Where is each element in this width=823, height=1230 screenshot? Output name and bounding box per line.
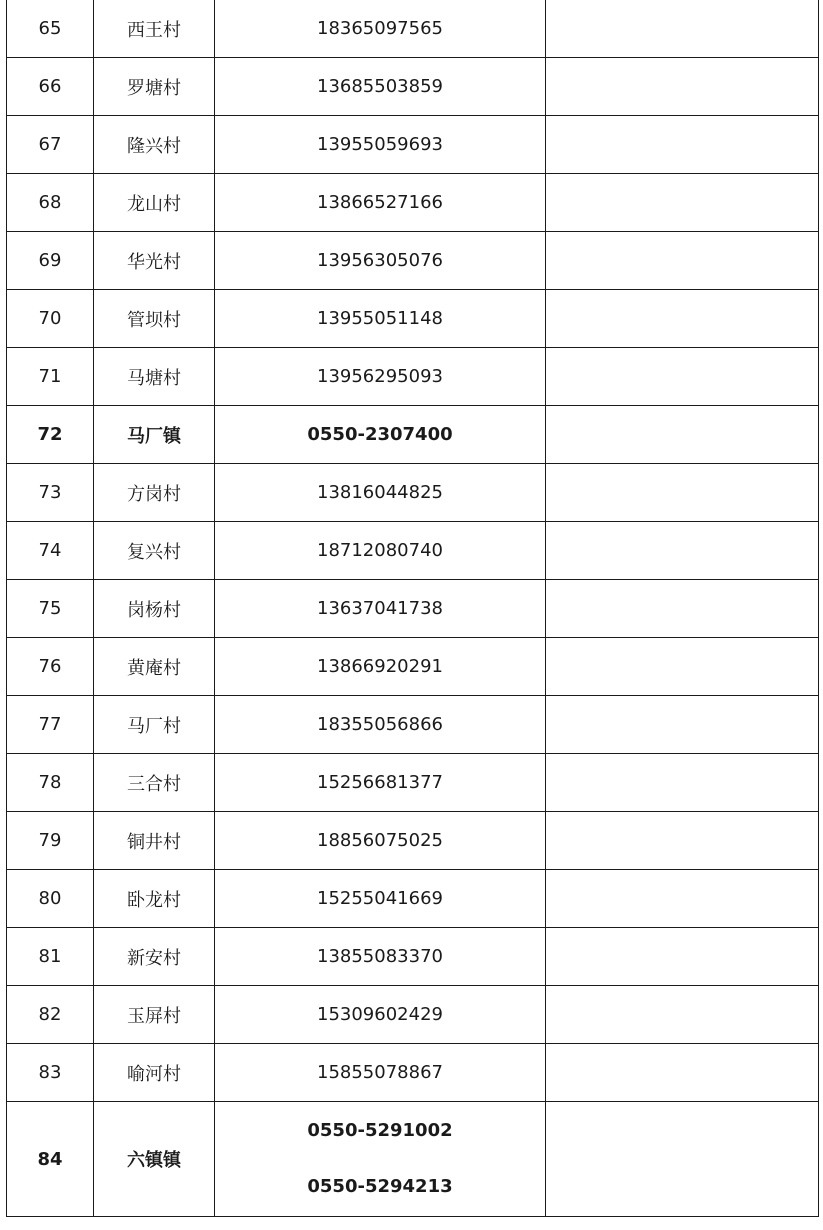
town-name: 六镇镇 [94, 1102, 215, 1217]
village-name: 黄庵村 [94, 638, 215, 696]
row-number: 77 [7, 696, 94, 754]
village-name: 复兴村 [94, 522, 215, 580]
notes-cell [546, 174, 819, 232]
phone-number: 0550-5291002 [307, 1120, 453, 1141]
phone-number: 15855078867 [215, 1044, 546, 1102]
village-name: 西王村 [94, 0, 215, 58]
notes-cell [546, 638, 819, 696]
village-name: 喻河村 [94, 1044, 215, 1102]
village-name: 卧龙村 [94, 870, 215, 928]
row-number: 65 [7, 0, 94, 58]
row-number: 75 [7, 580, 94, 638]
phone-number: 0550-2307400 [215, 406, 546, 464]
table-row [7, 986, 819, 1044]
notes-cell [546, 116, 819, 174]
row-number: 82 [7, 986, 94, 1044]
phone-number: 13855083370 [215, 928, 546, 986]
phone-number: 15256681377 [215, 754, 546, 812]
phone-number: 13866527166 [215, 174, 546, 232]
row-number: 78 [7, 754, 94, 812]
phone-number: 15309602429 [215, 986, 546, 1044]
row-number: 81 [7, 928, 94, 986]
row-number: 68 [7, 174, 94, 232]
row-number: 83 [7, 1044, 94, 1102]
row-number: 74 [7, 522, 94, 580]
table-row [7, 290, 819, 348]
table-row [7, 58, 819, 116]
row-number: 79 [7, 812, 94, 870]
table-row [7, 812, 819, 870]
phone-number-secondary: 0550-5294213 [307, 1176, 453, 1197]
table-row [7, 580, 819, 638]
notes-cell [546, 290, 819, 348]
notes-cell [546, 464, 819, 522]
row-number: 66 [7, 58, 94, 116]
row-number: 84 [7, 1102, 94, 1217]
row-number: 80 [7, 870, 94, 928]
phone-number: 18355056866 [215, 696, 546, 754]
row-number: 67 [7, 116, 94, 174]
village-name: 马塘村 [94, 348, 215, 406]
row-number: 69 [7, 232, 94, 290]
table-row [7, 348, 819, 406]
notes-cell [546, 522, 819, 580]
notes-cell [546, 580, 819, 638]
notes-cell [546, 754, 819, 812]
table-row [7, 522, 819, 580]
phone-number: 13955059693 [215, 116, 546, 174]
notes-cell [546, 812, 819, 870]
notes-cell [546, 1044, 819, 1102]
village-name: 马厂村 [94, 696, 215, 754]
notes-cell [546, 928, 819, 986]
table-row [7, 174, 819, 232]
village-name: 铜井村 [94, 812, 215, 870]
notes-cell [546, 696, 819, 754]
notes-cell [546, 986, 819, 1044]
table-row-town-header [7, 1102, 819, 1217]
village-name: 岗杨村 [94, 580, 215, 638]
table-row [7, 928, 819, 986]
row-number: 76 [7, 638, 94, 696]
table-row [7, 638, 819, 696]
table-row [7, 0, 819, 58]
table-row [7, 870, 819, 928]
row-number: 73 [7, 464, 94, 522]
phone-number: 13637041738 [215, 580, 546, 638]
table-row [7, 116, 819, 174]
notes-cell [546, 232, 819, 290]
village-name: 方岗村 [94, 464, 215, 522]
phone-number: 13955051148 [215, 290, 546, 348]
row-number: 72 [7, 406, 94, 464]
table-row [7, 754, 819, 812]
table-row [7, 696, 819, 754]
phone-numbers [215, 1102, 546, 1217]
contact-directory-table [6, 0, 819, 1217]
village-name: 玉屏村 [94, 986, 215, 1044]
table-row [7, 464, 819, 522]
table-row-town-header [7, 406, 819, 464]
row-number: 71 [7, 348, 94, 406]
table-row [7, 232, 819, 290]
notes-cell [546, 58, 819, 116]
notes-cell [546, 0, 819, 58]
notes-cell [546, 406, 819, 464]
village-name: 华光村 [94, 232, 215, 290]
village-name: 新安村 [94, 928, 215, 986]
notes-cell [546, 348, 819, 406]
village-name: 三合村 [94, 754, 215, 812]
village-name: 龙山村 [94, 174, 215, 232]
village-name: 隆兴村 [94, 116, 215, 174]
row-number: 70 [7, 290, 94, 348]
notes-cell [546, 1102, 819, 1217]
phone-number: 13816044825 [215, 464, 546, 522]
table-row [7, 1044, 819, 1102]
town-name: 马厂镇 [94, 406, 215, 464]
village-name: 罗塘村 [94, 58, 215, 116]
phone-number: 13956295093 [215, 348, 546, 406]
phone-number: 13685503859 [215, 58, 546, 116]
phone-number: 18365097565 [215, 0, 546, 58]
phone-number: 13866920291 [215, 638, 546, 696]
phone-number: 18856075025 [215, 812, 546, 870]
phone-number: 13956305076 [215, 232, 546, 290]
notes-cell [546, 870, 819, 928]
phone-number: 18712080740 [215, 522, 546, 580]
village-name: 管坝村 [94, 290, 215, 348]
phone-number: 15255041669 [215, 870, 546, 928]
